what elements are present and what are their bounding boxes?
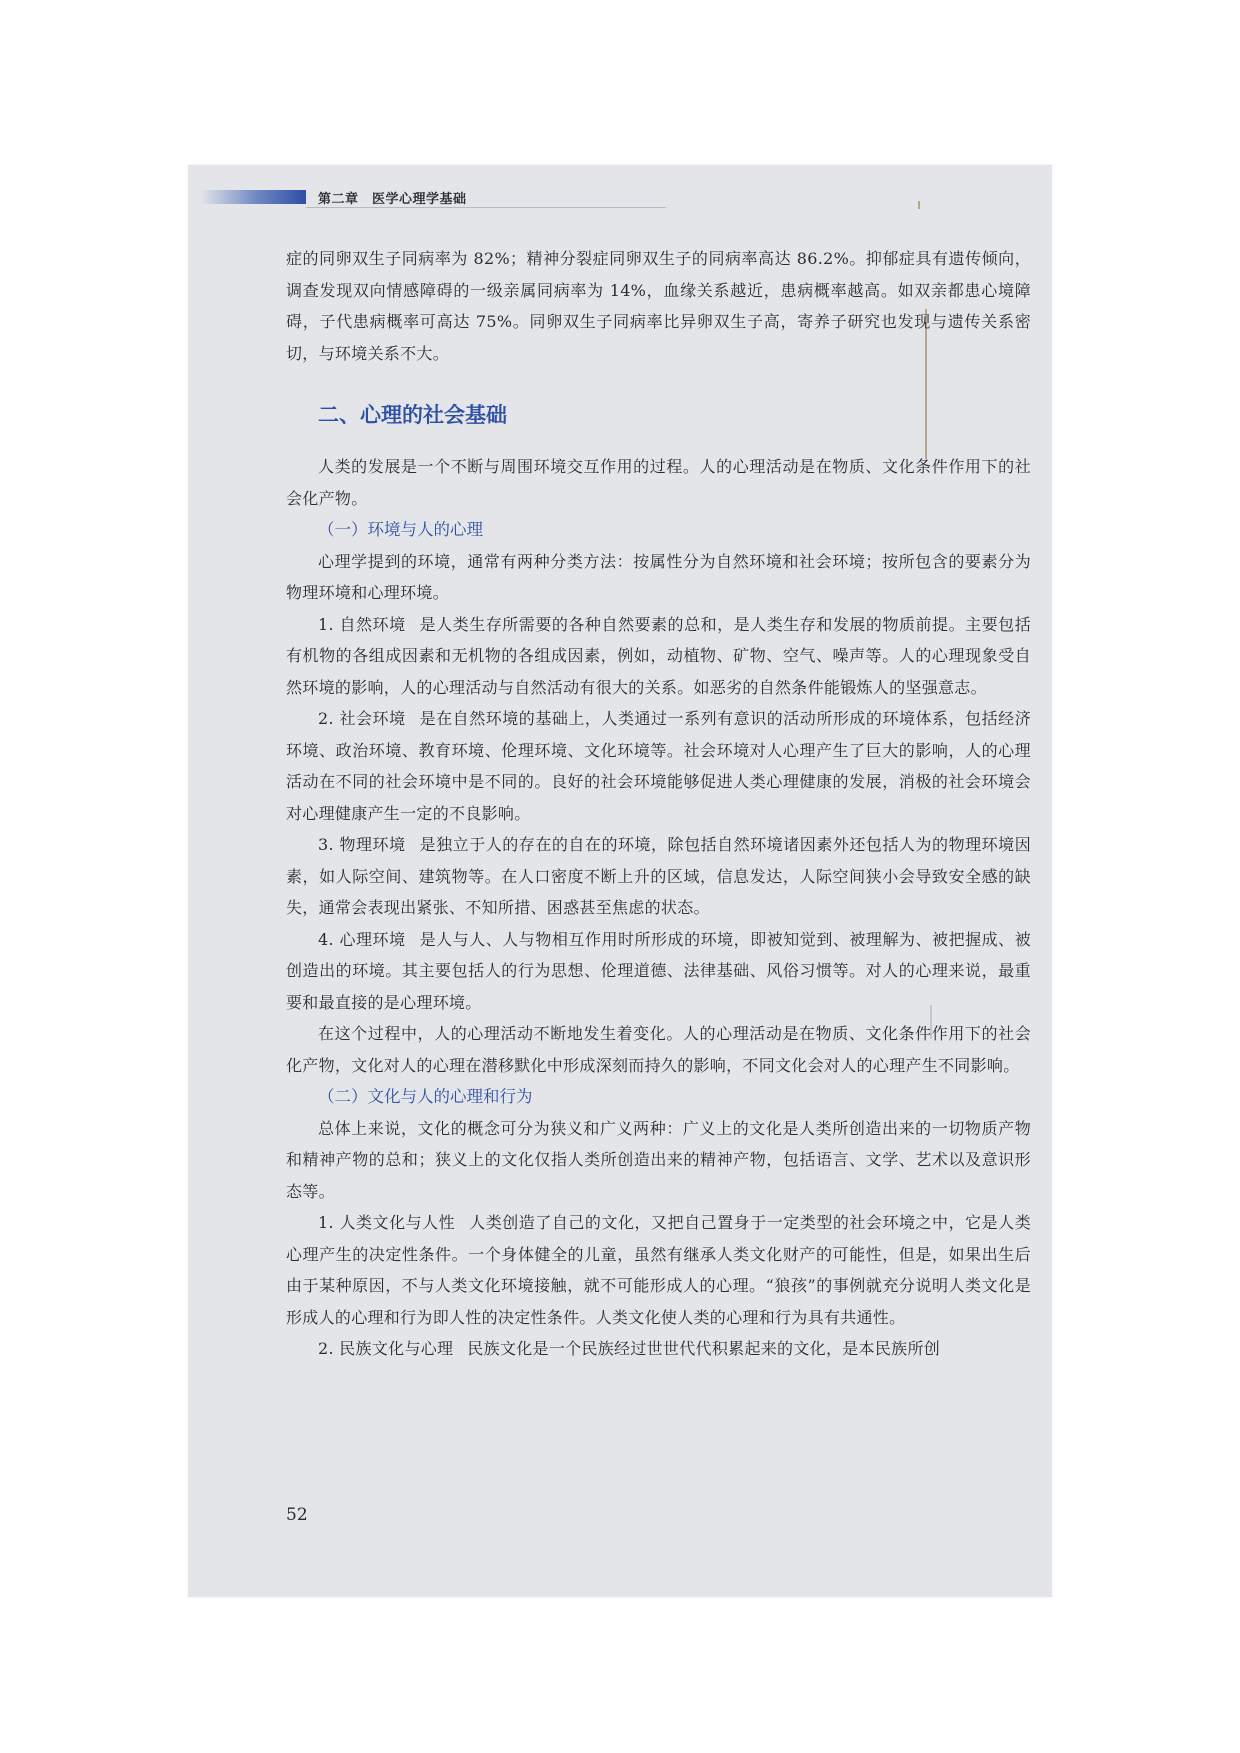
- term-label: 4. 心理环境: [318, 929, 406, 949]
- term-label: 3. 物理环境: [318, 835, 406, 854]
- page-body: [286, 243, 1031, 1365]
- page-mark: [918, 201, 920, 209]
- paragraph: [286, 609, 1031, 704]
- term-text: 是人与人、人与物相互作用时所形成的环境，即被知觉到、被理解为、被把握成、被创造出的环境。其主要包括人的行为思想、伦理道德、法律基础、风俗习惯等。对人的心理来说，最重要和最直接的是心理环境。: [286, 929, 1031, 1012]
- term-text: 是人类生存所需要的各种自然要素的总和，是人类生存和发展的物质前提。主要包括有机物的各组成因素和无机物的各组成因素，例如，动植物、矿物、空气、噪声等。人的心理现象受自然环境的影响，人的心理活动与自然活动有很大的关系。如恶劣的自然条件能锻炼人的坚强意志。: [286, 614, 1031, 697]
- section-heading: 二、心理的社会基础: [318, 403, 507, 427]
- paragraph: 在这个过程中，人的心理活动不断地发生着变化。人的心理活动是在物质、文化条件作用下的社会化产物，文化对人的心理在潜移默化中形成深刻而持久的影响，不同文化会对人的心理产生不同影响。: [286, 1024, 1031, 1075]
- chapter-title: 第二章 医学心理学基础: [318, 192, 467, 207]
- running-header: [200, 188, 670, 208]
- paragraph: [286, 1333, 1031, 1365]
- paragraph: [286, 1207, 1031, 1333]
- header-rule: [306, 207, 666, 208]
- term-label: 2. 社会环境: [318, 709, 406, 728]
- paragraph: 症的同卵双生子同病率为 82%；精神分裂症同卵双生子的同病率高达 86.2%。抑郁症具有遗传倾向，调查发现双向情感障碍的一级亲属同病率为 14%，血缘关系越近，患病概率越高。如双亲都患心境障碍，子代患病概率可高达 75%。同卵双生子同病率比异卵双生子高，寄养子研究也发现与遗传关系密切，与环境关系不大。: [286, 249, 1031, 363]
- subsection-heading: （二）文化与人的心理和行为: [318, 1087, 533, 1106]
- paragraph: [286, 703, 1031, 829]
- term-text: 民族文化是一个民族经过世世代代积累起来的文化，是本民族所创: [467, 1339, 941, 1358]
- term-label: 1. 自然环境: [318, 614, 406, 634]
- paragraph: 人类的发展是一个不断与周围环境交互作用的过程。人的心理活动是在物质、文化条件作用下的社会化产物。: [286, 457, 1031, 508]
- header-gradient-bar: [200, 190, 306, 204]
- term-text: 人类创造了自己的文化，又把自己置身于一定类型的社会环境之中，它是人类心理产生的决定性条件。一个身体健全的儿童，虽然有继承人类文化财产的可能性，但是，如果出生后由于某种原因，不与人类文化环境接触，就不可能形成人的心理。“狼孩”的事例就充分说明人类文化是形成人的心理和行为即人性的决定性条件。人类文化使人类的心理和行为具有共通性。: [286, 1213, 1031, 1327]
- page-number: 52: [286, 1505, 308, 1525]
- term-text: 是在自然环境的基础上，人类通过一系列有意识的活动所形成的环境体系，包括经济环境、政治环境、教育环境、伦理环境、文化环境等。社会环境对人心理产生了巨大的影响，人的心理活动在不同的社会环境中是不同的。良好的社会环境能够促进人类心理健康的发展，消极的社会环境会对心理健康产生一定的不良影响。: [286, 709, 1031, 823]
- subsection-heading: （一）环境与人的心理: [318, 520, 483, 539]
- term-label: 2. 民族文化与心理: [318, 1339, 454, 1358]
- paragraph: 心理学提到的环境，通常有两种分类方法：按属性分为自然环境和社会环境；按所包含的要素分为物理环境和心理环境。: [286, 551, 1031, 602]
- paragraph: [286, 924, 1031, 1019]
- term-label: 1. 人类文化与人性: [318, 1213, 456, 1232]
- book-page: [188, 165, 1052, 1597]
- paragraph: [286, 829, 1031, 924]
- term-text: 是独立于人的存在的自在的环境，除包括自然环境诸因素外还包括人为的物理环境因素，如人际空间、建筑物等。在人口密度不断上升的区域，信息发达，人际空间狭小会导致安全感的缺失，通常会表现出紧张、不知所措、困惑甚至焦虑的状态。: [286, 835, 1031, 917]
- paragraph: 总体上来说，文化的概念可分为狭义和广义两种：广义上的文化是人类所创造出来的一切物质产物和精神产物的总和；狭义上的文化仅指人类所创造出来的精神产物，包括语言、文学、艺术以及意识形态等。: [286, 1118, 1031, 1201]
